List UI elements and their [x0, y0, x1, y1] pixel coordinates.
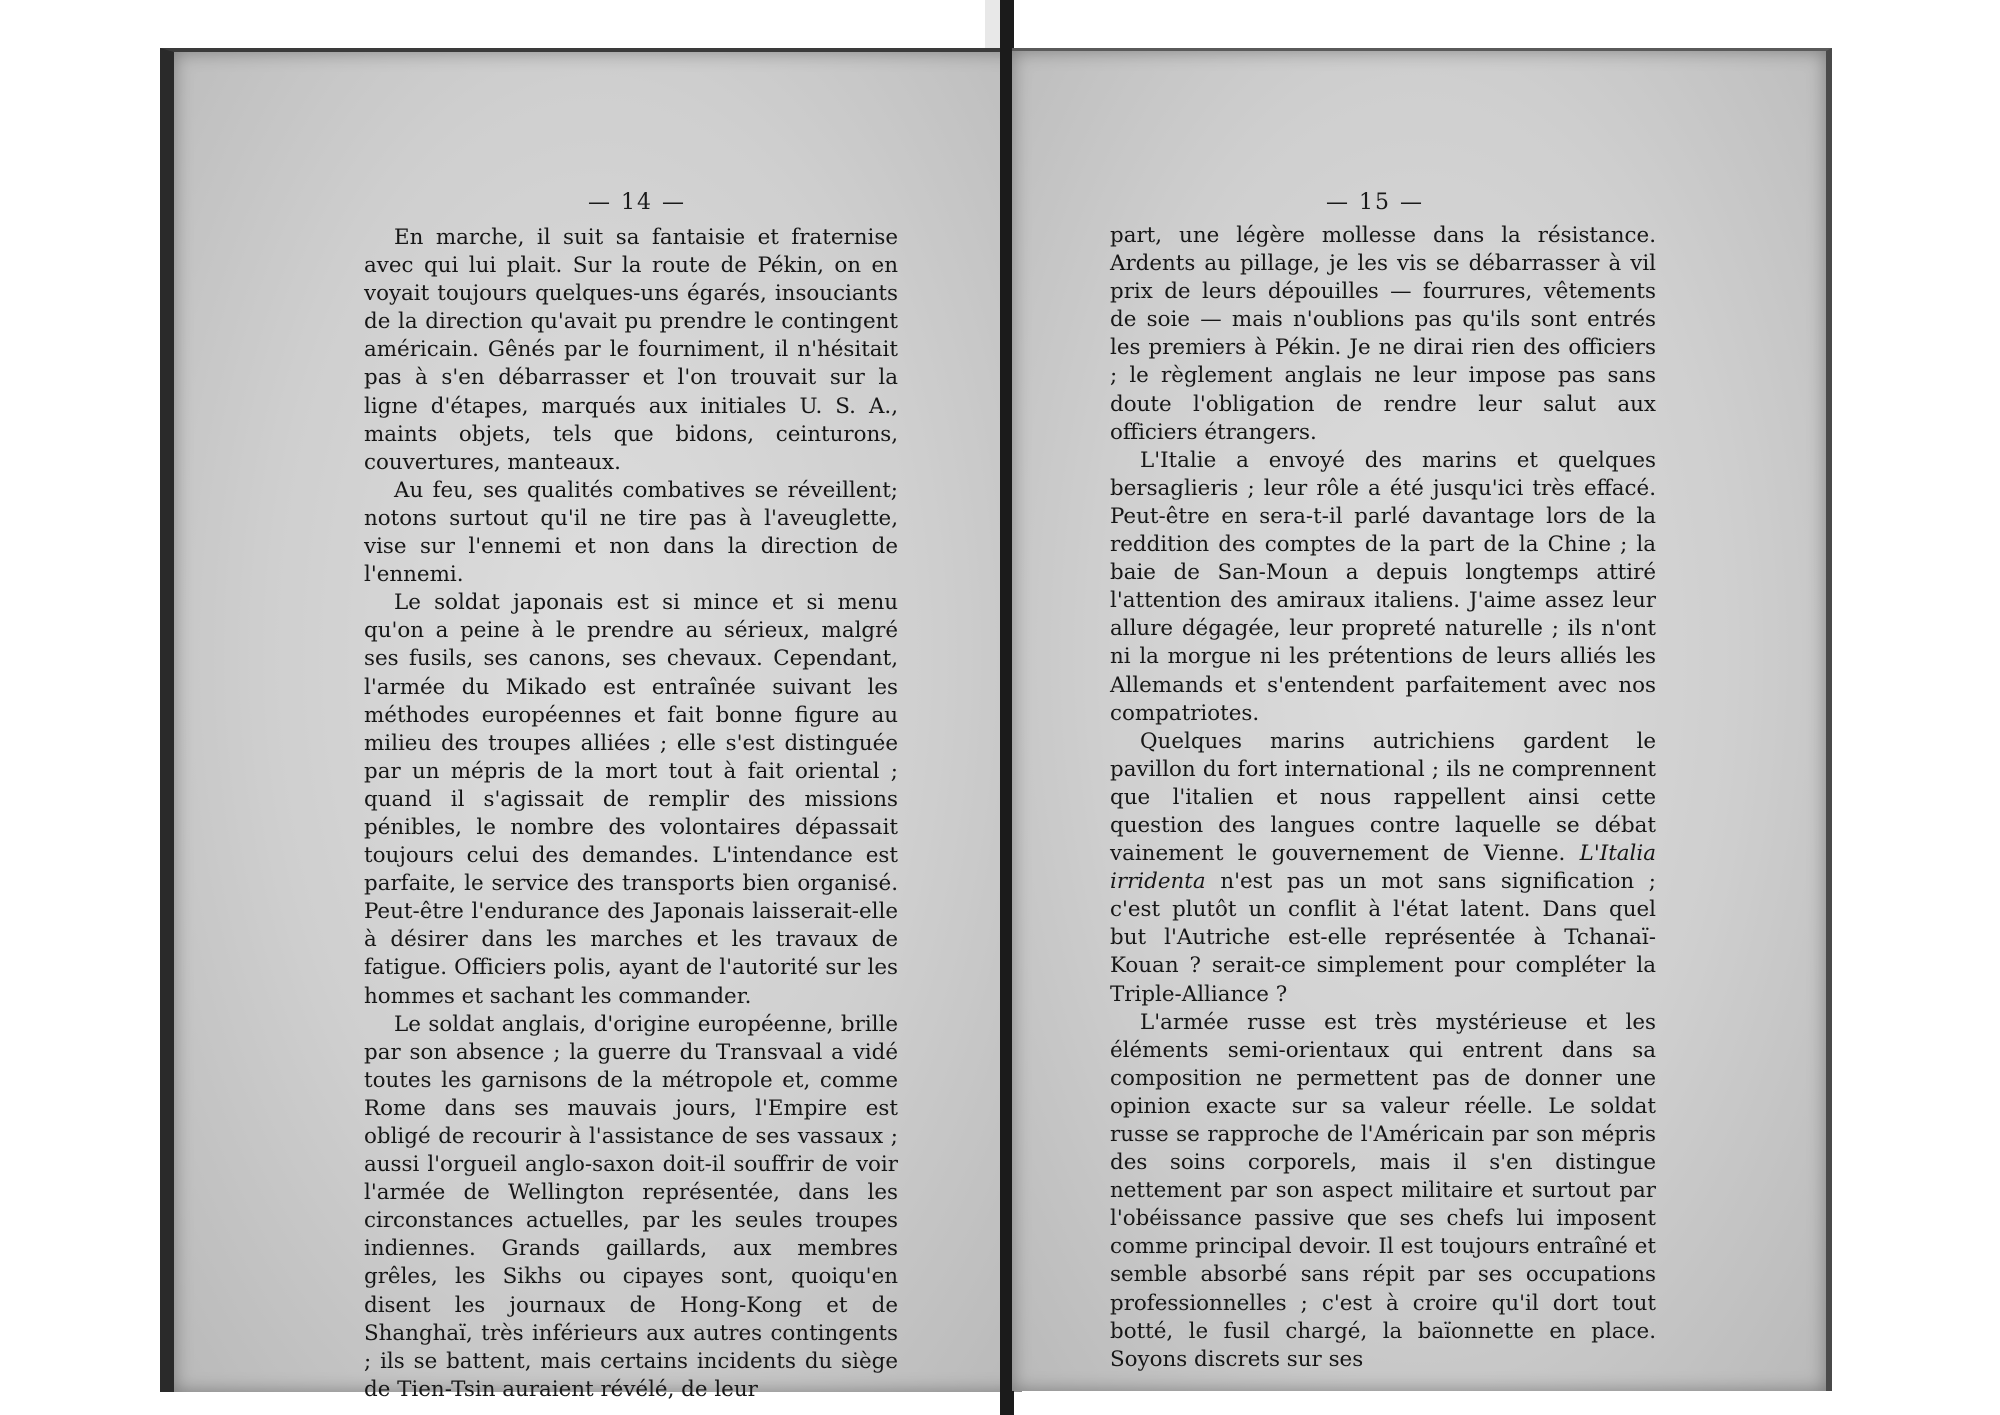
italic-phrase: L'Italia irridenta — [1110, 841, 1656, 895]
page-number-right: — 15 — — [1326, 190, 1424, 215]
paragraph-continued: part, une légère mollesse dans la résistance. Ardents au pillage, je les vis se débarrasser à vil prix de leurs dépouilles — fourrures, vêtements de soie — mais n'oublions pas qu'ils sont entrés les premiers à Pékin. Je ne dirai rien des officiers ; le règlement anglais ne leur impose pas sans doute l'obligation de rendre leur salut aux officiers étrangers. — [1110, 223, 1656, 445]
paragraph: L'Italie a envoyé des marins et quelques bersaglieris ; leur rôle a été jusqu'ici très effacé. Peut-être en sera-t-il parlé davantage lors de la reddition des comptes de la part de la Chine ; la baie de San-Moun a depuis longtemps attiré l'attention des amiraux italiens. J'aime assez leur allure dégagée, leur propreté naturelle ; ils n'ont ni la morgue ni les prétentions de leurs alliés les Allemands et s'entendent parfaitement avec nos compatriotes. — [1110, 447, 1656, 726]
paragraph-text: n'est pas un mot sans signification ; c'est plutôt un conflit à l'état latent. Dans quel but l'Autriche est-elle représentée à Tchanaï-Kouan ? serait-ce simplement pour compléter la Triple-Alliance ? — [1110, 869, 1656, 1007]
paragraph: Le soldat japonais est si mince et si menu qu'on a peine à le prendre au sérieux, malgré ses fusils, ses canons, ses chevaux. Cependant, l'armée du Mikado est entraînée suivant les méthodes européennes et fait bonne figure au milieu des troupes alliées ; elle s'est distinguée par un mépris de la mort tout à fait oriental ; quand il s'agissait de remplir des missions pénibles, le nombre des volontaires dépassait toujours celui des demandes. L'intendance est parfaite, le service des transports bien organisé. Peut-être l'endurance des Japonais laisserait-elle à désirer dans les marches et les travaux de fatigue. Officiers polis, ayant de l'autorité sur les hommes et sachant les commander. — [364, 590, 898, 1009]
paragraph: Le soldat anglais, d'origine européenne, brille par son absence ; la guerre du Transvaal a vidé toutes les garnisons de la métropole et, comme Rome dans ses mauvais jours, l'Empire est obligé de recourir à l'assistance de ses vassaux ; aussi l'orgueil anglo-saxon doit-il souffrir de voir l'armée de Wellington représentée, dans les circonstances actuelles, par les seules troupes indiennes. Grands gaillards, aux membres grêles, les Sikhs ou cipayes sont, quoiqu'en disent les journaux de Hong-Kong et de Shanghaï, très inférieurs aux autres contingents ; ils se battent, mais certains incidents du siège de Tien-Tsin auraient révélé, de leur — [364, 1011, 898, 1402]
paragraph: En marche, il suit sa fantaisie et fraternise avec qui lui plait. Sur la route de Pékin, on en voyait toujours quelques-uns égarés, insouciants de la direction qu'avait pu prendre le contingent américain. Gênés par le fourniment, il n'hésitait pas à s'en débarrasser et l'on trouvait sur la ligne d'étapes, marqués aux initiales U. S. A., maints objets, tels que bidons, ceinturons, couvertures, manteaux. — [364, 225, 898, 475]
page-number-left: — 14 — — [588, 190, 686, 215]
paragraph: L'armée russe est très mystérieuse et les éléments semi-orientaux qui entrent dans sa composition ne permettent pas de donner une opinion exacte sur sa valeur réelle. Le soldat russe se rapproche de l'Américain par son mépris des soins corporels, mais il s'en distingue nettement par son aspect militaire et surtout par l'obéissance passive que ses chefs lui imposent comme principal devoir. Il est toujours entraîné et semble absorbé sans répit par ses occupations professionnelles ; c'est à croire qu'il dort tout botté, le fusil chargé, la baïonnette en place. Soyons discrets sur ses — [1110, 1009, 1656, 1372]
right-page-text — [1110, 222, 1656, 1374]
left-page-text — [364, 224, 898, 1404]
paragraph-text: Quelques marins autrichiens gardent le pavillon du fort international ; ils ne comprennent que l'italien et nous rappellent ainsi cette question des langues contre laquelle se débat vainement le gouvernement de Vienne. — [1110, 728, 1656, 867]
paragraph — [1110, 728, 1656, 1009]
paragraph: Au feu, ses qualités combatives se réveillent; notons surtout qu'il ne tire pas à l'aveuglette, vise sur l'ennemi et non dans la direction de l'ennemi. — [364, 477, 898, 588]
